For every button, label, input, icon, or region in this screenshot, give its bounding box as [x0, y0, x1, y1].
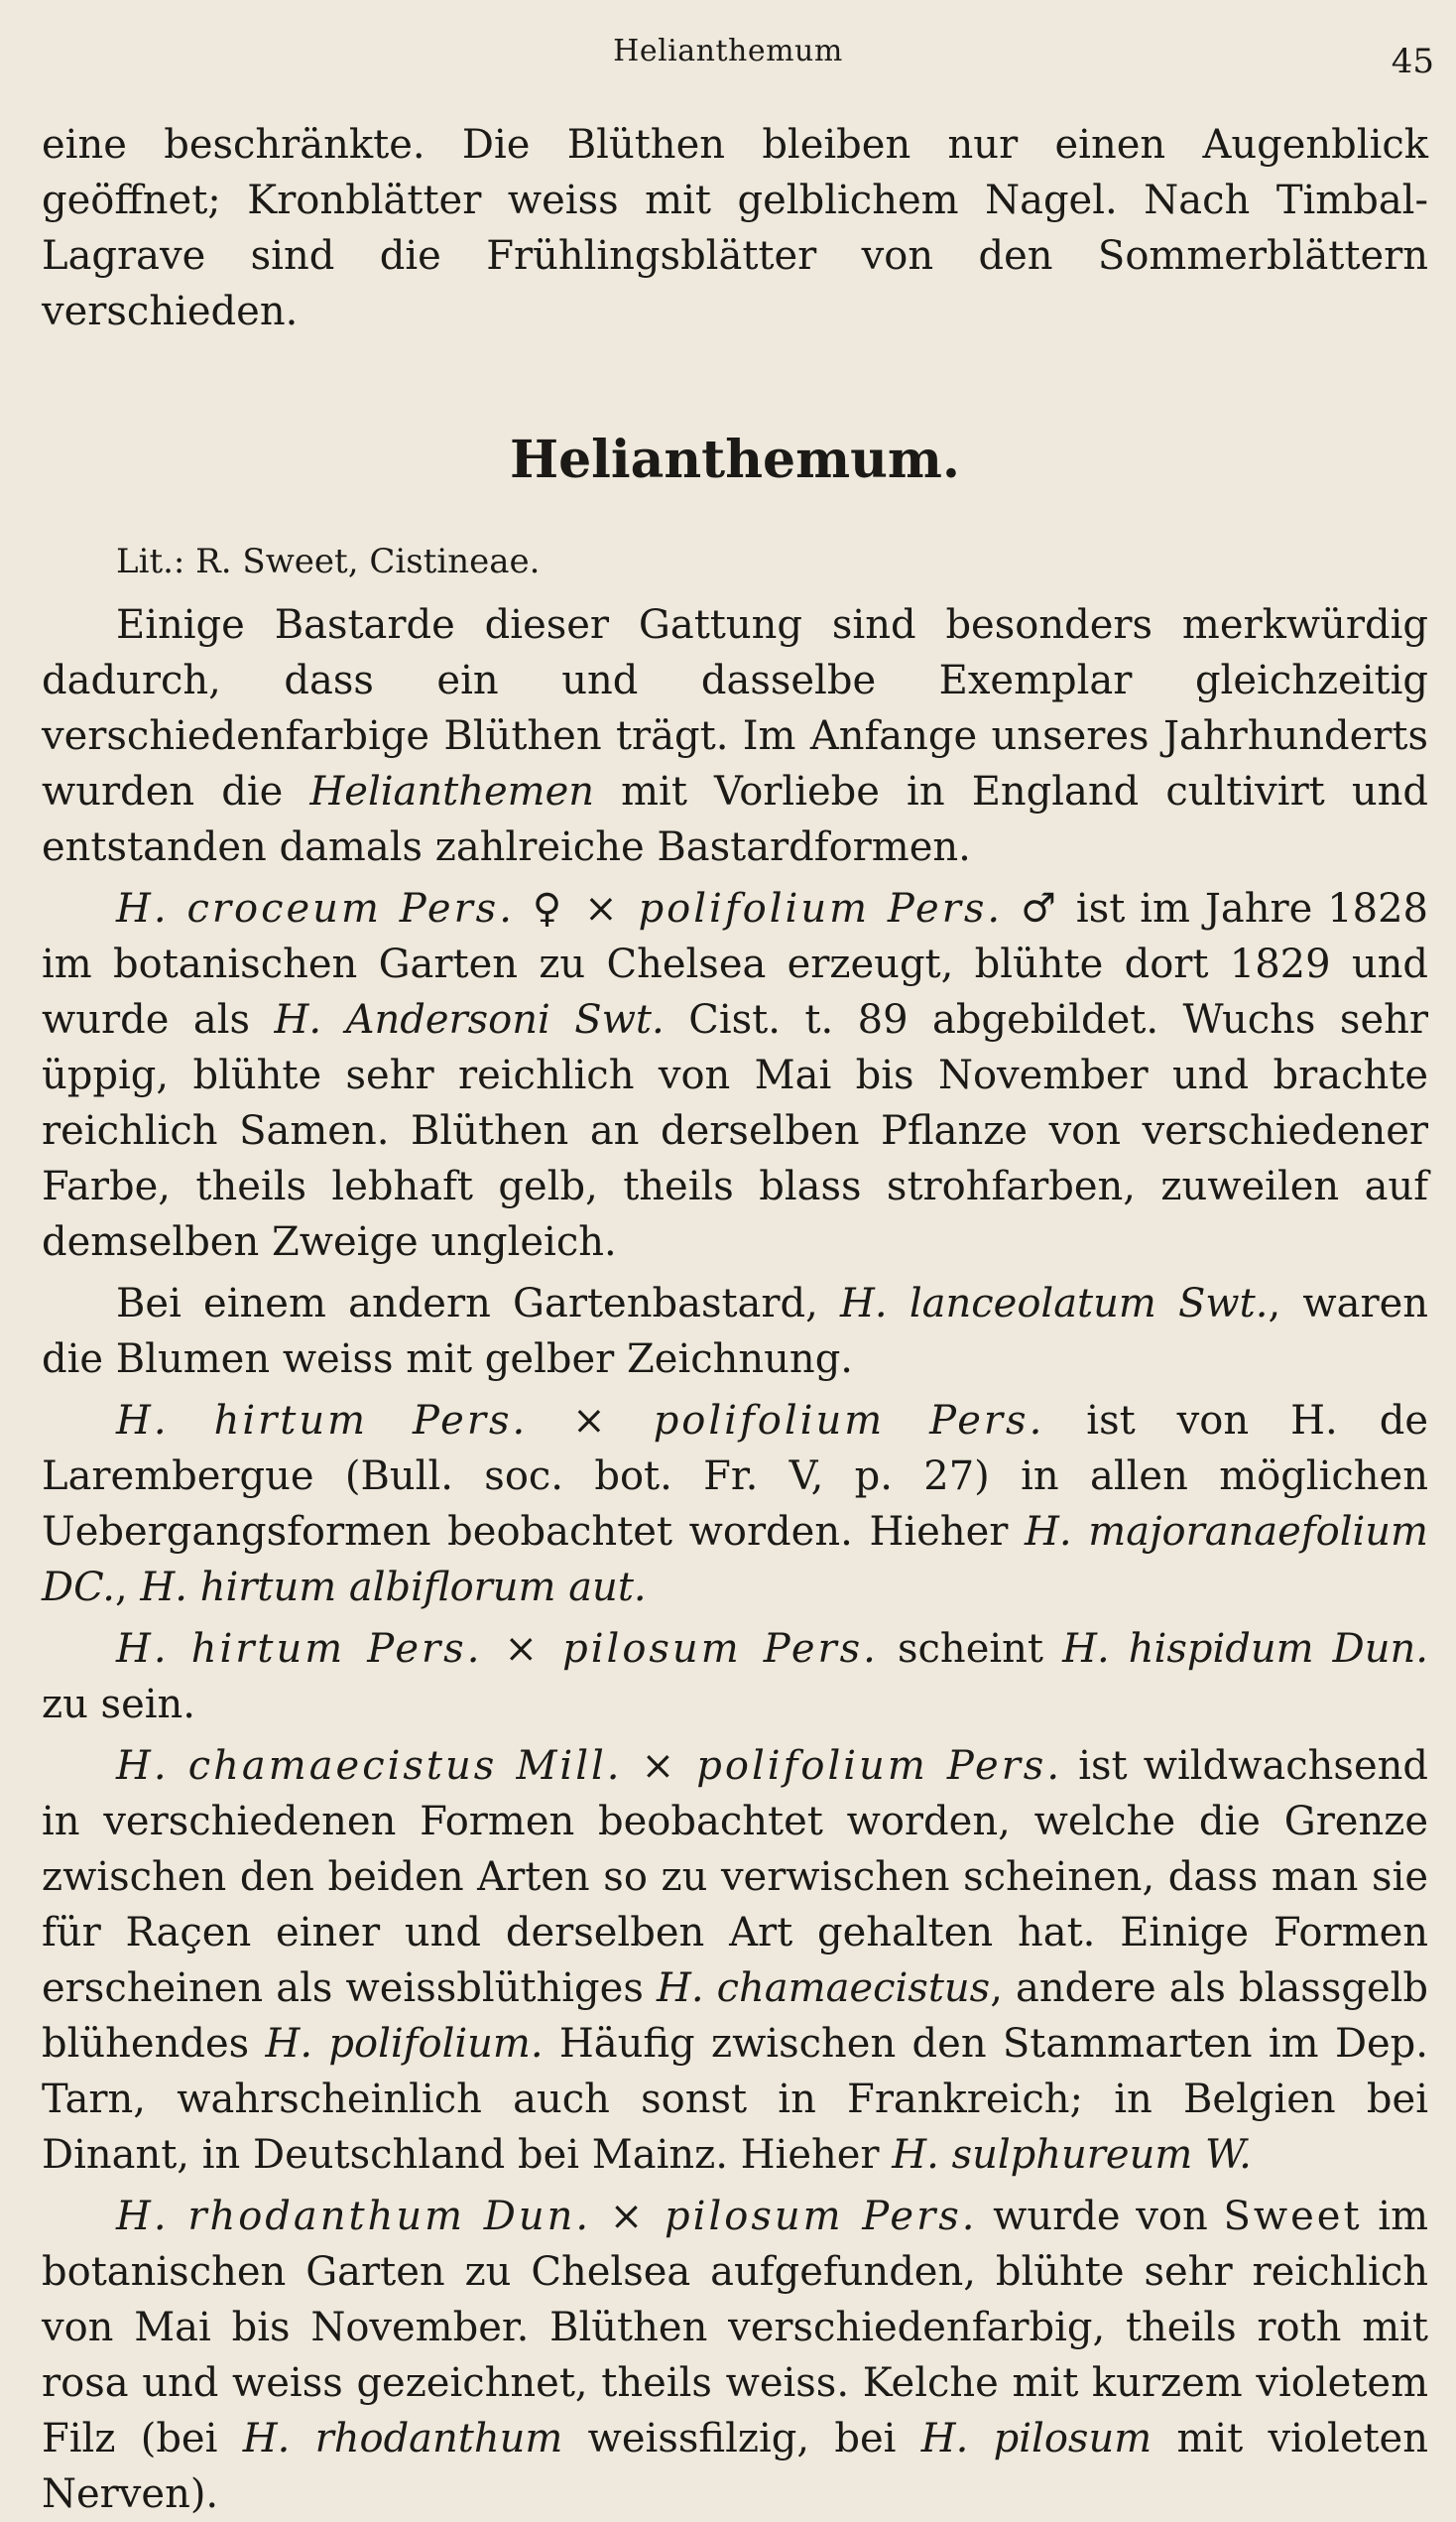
p3-text-c: , waren die Blumen weiss mit gelber Zeichnung.	[42, 1281, 1429, 1382]
page-number: 45	[1391, 42, 1434, 81]
paragraph-4	[42, 1393, 1428, 1615]
paragraph-1	[42, 597, 1428, 875]
intro-paragraph: eine beschränkte. Die Blüthen bleiben nur einen Augenblick geöffnet; Kronblätter weiss mit gelblichem Nagel. Nach Timbal-Lagrave sind die Frühlingsblätter von den Sommerblättern verschieden.	[42, 122, 1428, 334]
p5-text-b: scheint	[878, 1626, 1063, 1672]
page-body	[42, 117, 1428, 2522]
p6-text-f: Häufig zwischen den Stammarten im Dep. Tarn, wahrscheinlich auch sonst in Frankreich; in Belgien bei Dinant, in Deutschland bei Mainz. Hieher	[42, 2021, 1428, 2178]
p6-taxon-3: H. sulphureum W.	[892, 2132, 1252, 2178]
paragraph-3	[42, 1276, 1428, 1387]
p4-text-b: ist von H. de Larembergue (Bull. soc. bot. Fr. V, p. 27) in allen möglichen Uebergangsformen beobachtet worden. Hieher	[42, 1398, 1428, 1555]
p2-text-d: Cist. t. 89 abgebildet. Wuchs sehr üppig, blühte sehr reichlich von Mai bis November und brachte reichlich Samen. Blüthen an derselben Pflanze von verschiedener Farbe, theils lebhaft gelb, theils blass strohfarben, zuweilen auf demselben Zweige ungleich.	[42, 997, 1429, 1265]
p3-taxon: H. lanceolatum Swt.	[840, 1281, 1269, 1326]
p7-text-d: im botanischen Garten zu Chelsea aufgefunden, blühte sehr reichlich von Mai bis November. Blüthen verschiedenfarbig, theils roth mit rosa und weiss gezeichnet, theils weiss. Kelche mit kurzem violetem Filz (bei	[42, 2194, 1429, 2461]
p4-hybrid-formula: H. hirtum Pers. × polifolium Pers.	[116, 1398, 1045, 1444]
section-title: Helianthemum.	[509, 430, 961, 490]
literature-reference: Lit.: R. Sweet, Cistineae.	[116, 542, 541, 581]
p5-text-d: zu sein.	[42, 1682, 196, 1727]
p6-taxon-2: H. polifolium.	[265, 2021, 544, 2067]
p2-text-b: ist im Jahre 1828 im botanischen Garten zu Chelsea erzeugt, blühte dort 1829 und wurde als	[42, 886, 1428, 1043]
running-title: Helianthemum	[613, 34, 843, 68]
p5-taxon: H. hispidum Dun.	[1062, 1626, 1428, 1672]
p6-text-d: , andere als blassgelb blühendes	[42, 1965, 1429, 2067]
p6-text-b: ist wildwachsend in verschiedenen Formen beobachtet worden, welche die Grenze zwischen den beiden Arten so zu verwischen scheinen, dass man sie für Raçen einer und derselben Art gehalten hat. Einige Formen erscheinen als weissblüthiges	[42, 1743, 1429, 2011]
p7-text-b: wurde von	[977, 2194, 1224, 2239]
p7-text-f: weissfilzig, bei	[562, 2416, 921, 2461]
p7-author: Sweet	[1223, 2194, 1363, 2239]
p4-text-d: ,	[114, 1565, 141, 1610]
p1-text-c: mit Vorliebe in England cultivirt und entstanden damals zahlreiche Bastardformen.	[42, 769, 1428, 870]
p3-text-a: Bei einem andern Gartenbastard,	[116, 1281, 841, 1326]
p2-hybrid-formula: H. croceum Pers. ♀ × polifolium Pers. ♂	[116, 886, 1062, 932]
p7-hybrid-formula: H. rhodanthum Dun. × pilosum Pers.	[116, 2194, 978, 2239]
paragraph-5	[42, 1621, 1428, 1732]
p5-hybrid-formula: H. hirtum Pers. × pilosum Pers.	[116, 1626, 879, 1672]
p2-taxon: H. Andersoni Swt.	[274, 997, 665, 1043]
p7-taxon-1: H. rhodanthum	[242, 2416, 563, 2461]
paragraph-6	[42, 1738, 1428, 2183]
p4-taxon-2: H. hirtum albiflorum aut.	[140, 1565, 647, 1610]
p1-text-a: Einige Bastarde dieser Gattung sind besonders merkwürdig dadurch, dass ein und dasselbe Exemplar gleichzeitig verschiedenfarbige Blüthen trägt. Im Anfange unseres Jahrhunderts wurden die	[42, 602, 1428, 815]
p4-taxon-1: H. majoranaefolium DC.	[42, 1509, 1428, 1610]
p1-taxon: Helianthemen	[309, 769, 595, 815]
p7-text-h: mit violeten Nerven).	[42, 2416, 1428, 2517]
p7-taxon-2: H. pilosum	[920, 2416, 1153, 2461]
paragraph-2	[42, 881, 1428, 1270]
p6-taxon-1: H. chamaecistus	[656, 1965, 991, 2011]
p6-hybrid-formula: H. chamaecistus Mill. × polifolium Pers.	[116, 1743, 1063, 1789]
